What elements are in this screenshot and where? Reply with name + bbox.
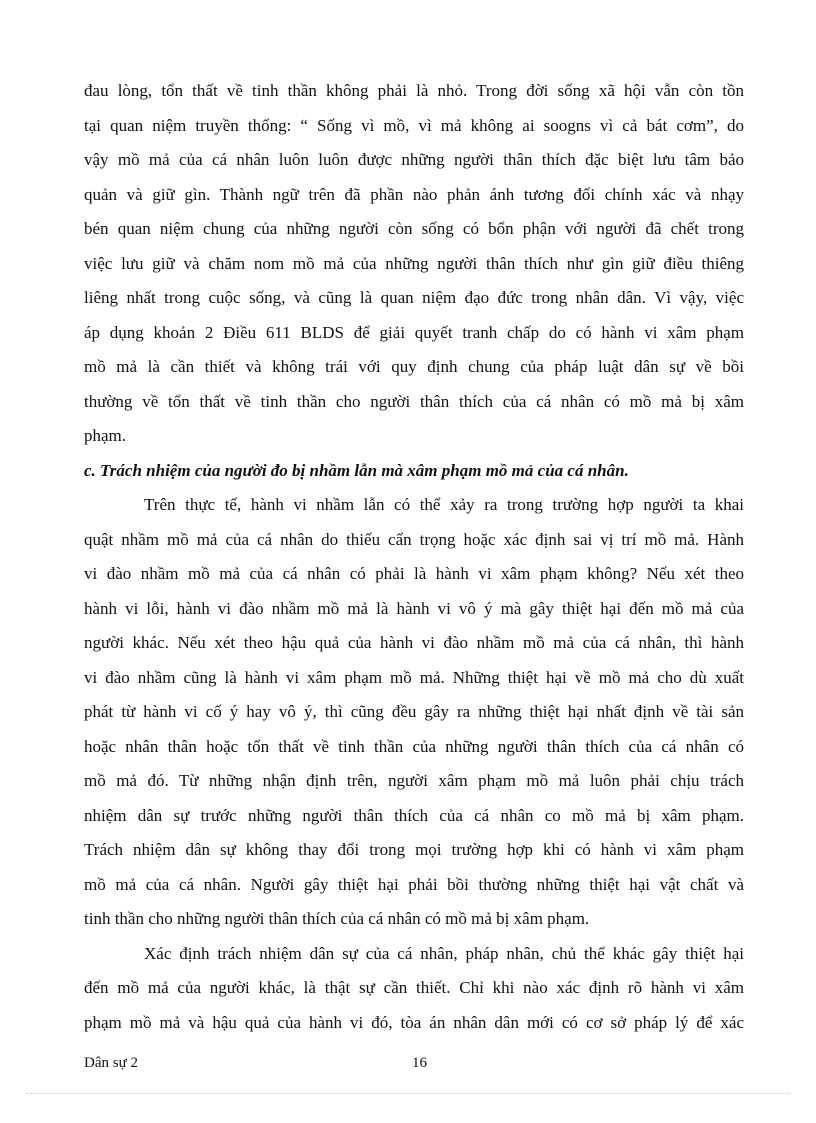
text-line: việc lưu giữ và chăm nom mồ mả của những người thân thích như gìn giữ điều thiêng xyxy=(84,253,744,273)
text-line: vi đào nhầm mồ mả của cá nhân có phải là hành vi xâm phạm không? Nếu xét theo xyxy=(84,564,744,583)
text-line: Trên thực tế, hành vi nhầm lẫn có thể xảy ra trong trường hợp người ta khai xyxy=(144,495,744,514)
text-line: hoặc nhân thân hoặc tổn thất về tinh thần của những người thân thích của cá nhân có xyxy=(84,736,744,756)
text-line: hành vi lỗi, hành vi đào nhầm mồ mả là hành vi vô ý mà gây thiệt hại đến mồ mả của xyxy=(84,598,744,618)
text-line: tinh thần cho những người thân thích của cá nhân có mồ mả bị xâm phạm. xyxy=(84,909,590,928)
text-line: quản và giữ gìn. Thành ngữ trên đã phần nào phản ánh tương đối chính xác và nhạy xyxy=(84,184,744,204)
text-line: đến mồ mả của người khác, là thật sự cần thiết. Chỉ khi nào xác định rõ hành vi xâm xyxy=(84,978,744,997)
text-line: liêng nhất trong cuộc sống, và cũng là quan niệm đạo đức trong nhân dân. Vì vậy, việc xyxy=(84,288,744,307)
text-line: tại quan niệm truyền thống: “ Sống vì mồ, vì mả không ai soogns vì cả bát cơm”, do xyxy=(84,115,744,135)
text-line: áp dụng khoản 2 Điều 611 BLDS để giải quyết tranh chấp do có hành vi xâm phạm xyxy=(84,322,744,342)
text-line: đau lòng, tổn thất về tinh thần không phải là nhỏ. Trong đời sống xã hội vẫn còn tồn xyxy=(84,81,744,100)
body-text xyxy=(84,74,744,1040)
text-line: thường về tổn thất về tinh thần cho người thân thích của cá nhân có mồ mả bị xâm xyxy=(84,391,744,411)
text-line: người khác. Nếu xét theo hậu quả của hành vi đào nhầm mồ mả của cá nhân, thì hành xyxy=(84,633,744,652)
text-line: Xác định trách nhiệm dân sự của cá nhân, pháp nhân, chủ thể khác gây thiệt hại xyxy=(144,943,744,963)
paragraph-3 xyxy=(84,937,744,1041)
text-line: phạm. xyxy=(84,426,127,445)
text-line: mồ mả đó. Từ những nhận định trên, người xâm phạm mồ mả luôn phải chịu trách xyxy=(84,771,744,790)
text-line: nhiệm dân sự trước những người thân thích của cá nhân co mồ mả bị xâm phạm. xyxy=(84,805,744,825)
text-line: bén quan niệm chung của những người còn sống có bổn phận với người đã chết trong xyxy=(84,219,744,238)
text-line: mồ mả là cần thiết và không trái với quy định chung của pháp luật dân sự về bồi xyxy=(84,357,744,376)
text-line: vậy mồ mả của cá nhân luôn luôn được những người thân thích đặc biệt lưu tâm bảo xyxy=(84,150,744,169)
page-bottom-divider xyxy=(26,1093,790,1094)
text-line: Trách nhiệm dân sự không thay đổi trong mọi trường hợp khi có hành vi xâm phạm xyxy=(84,840,744,859)
text-line: quật nhầm mồ mả của cá nhân do thiếu cẩn trọng hoặc xác định sai vị trí mồ mả. Hành xyxy=(84,529,744,549)
paragraph-2 xyxy=(84,488,744,937)
text-line: phạm mồ mả và hậu quả của hành vi đó, tòa án nhân dân mới có cơ sở pháp lý để xác xyxy=(84,1012,744,1032)
footer-document-title: Dân sự 2 xyxy=(84,1055,138,1071)
footer-page-number: 16 xyxy=(412,1055,427,1071)
section-heading: c. Trách nhiệm của người đo bị nhầm lẫn mà xâm phạm mồ mả của cá nhân. xyxy=(84,460,629,480)
text-line: vi đào nhầm cũng là hành vi xâm phạm mồ mả. Những thiệt hại về mồ mả cho dù xuất xyxy=(84,667,744,687)
text-line: phát từ hành vi cố ý hay vô ý, thì cũng đều gây ra những thiệt hại nhất định về tài sản xyxy=(84,702,744,721)
paragraph-1 xyxy=(84,74,744,454)
text-line: mồ mả của cá nhân. Người gây thiệt hại phải bồi thường những thiệt hại vật chất và xyxy=(84,874,744,894)
